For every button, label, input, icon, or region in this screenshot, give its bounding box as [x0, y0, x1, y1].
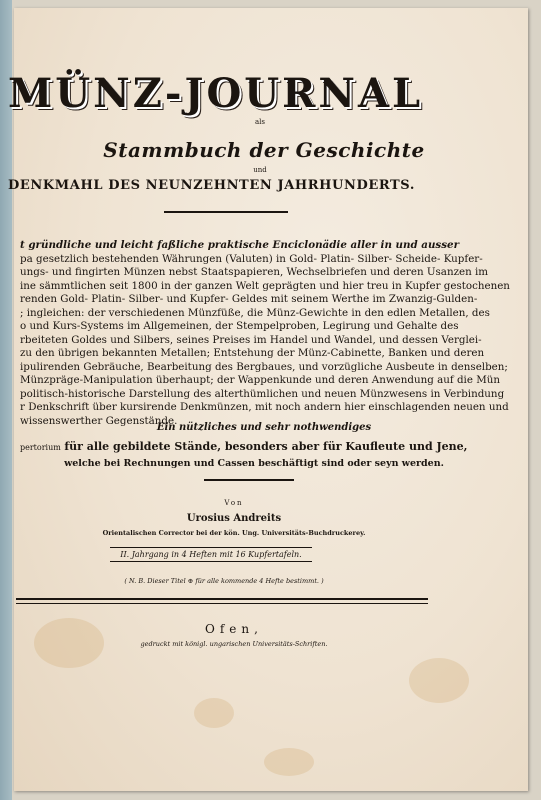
subtitle: Stammbuch der Geschichte — [103, 138, 425, 162]
repertorium-rest: für alle gebildete Stände, besonders aber für Kaufleute und Jene, — [64, 440, 468, 453]
connector-und: und — [253, 166, 267, 174]
foxing-stain — [194, 698, 234, 728]
place-ofen: Ofen, — [205, 622, 263, 636]
adjacent-page-edge — [0, 0, 12, 800]
author-name: Urosius Andreits — [186, 513, 282, 524]
edition-box: II. Jahrgang in 4 Heften mit 16 Kupfertafeln. — [110, 547, 312, 562]
body-line: r Denkschrift über kursirende Denkmünzen, mit noch andern hier einschlagenden neuen und — [20, 401, 509, 413]
title-page — [8, 8, 528, 791]
body-line: renden Gold- Platin- Silber- und Kupfer- Geldes mit seinem Werthe im Zwanzig-Gulden- — [20, 293, 478, 305]
repertorium-line — [20, 440, 500, 453]
body-line: ipulirenden Gebräuche, Bearbeitung des Bergbaues, und vorzügliche Ausbeute in denselben; — [20, 360, 508, 373]
body-line: ine sämmtlichen seit 1800 in der ganzen Welt geprägten und hier treu in Kupfer gestochenen — [20, 279, 510, 292]
bottom-rule-2 — [16, 603, 428, 604]
body-line: pa gesetzlich bestehenden Währungen (Valuten) in Gold- Platin- Silber- Scheide- Kupfer- — [20, 252, 483, 265]
body-line: ungs- und fingirten Münzen nebst Staatspapieren, Wechselbriefen und deren Usanzen im — [20, 266, 489, 278]
connector-als: als — [254, 118, 265, 126]
rechnungen-line: welche bei Rechnungen und Cassen beschäftigt sind oder seyn werden. — [64, 458, 444, 469]
von-label: Von — [224, 499, 244, 507]
body-line: t gründliche und leicht faßliche praktische Encicloпädie aller in und ausser — [20, 239, 460, 251]
body-line: zu den übrigen bekannten Metallen; Entstehung der Münz-Cabinette, Banken und deren — [20, 347, 485, 359]
printer-line: gedruckt mit königl. ungarischen Universitäts-Schriften. — [140, 640, 328, 648]
bottom-rule-1 — [16, 598, 428, 600]
main-title: MÜNZ-JOURNAL — [8, 70, 424, 117]
description-body — [20, 239, 510, 428]
body-line: politisch-historische Darstellung des alterthümlichen und neuen Münzwesens in Verbindung — [20, 387, 505, 400]
useful-line: Ein nützliches und sehr nothwendiges — [156, 422, 372, 433]
body-line: wissenswerther Gegenstände. — [20, 414, 178, 427]
note-line: ( N. B. Dieser Titel ⊕ für alle kommende 4 Hefte bestimmt. ) — [124, 577, 324, 585]
body-line: rbeiteten Goldes und Silbers, seines Preises im Handel und Wandel, und dessen Verglei- — [20, 333, 482, 346]
body-line: ; ingleichen: der verschiedenen Münzfüße, die Münz-Gewichte in den edlen Metallen, des — [20, 306, 490, 319]
foxing-stain — [409, 658, 469, 703]
ornament-rule — [164, 211, 288, 213]
body-line: Münzpräge-Manipulation überhaupt; der Wappenkunde und deren Anwendung auf die Mün — [20, 374, 501, 386]
author-role: Orientalischen Corrector bei der kön. Ung. Universitäts-Buchdruckerey. — [102, 529, 366, 537]
subtitle-2: DENKMAHL DES NEUNZEHNTEN JAHRHUNDERTS. — [8, 178, 415, 193]
foxing-stain — [264, 748, 314, 776]
divider-rule — [204, 479, 294, 481]
repertorium-prefix: pertorium — [20, 443, 61, 452]
body-line: o und Kurs-Systems im Allgemeinen, der Stempelproben, Legirung und Gehalte des — [20, 320, 459, 332]
